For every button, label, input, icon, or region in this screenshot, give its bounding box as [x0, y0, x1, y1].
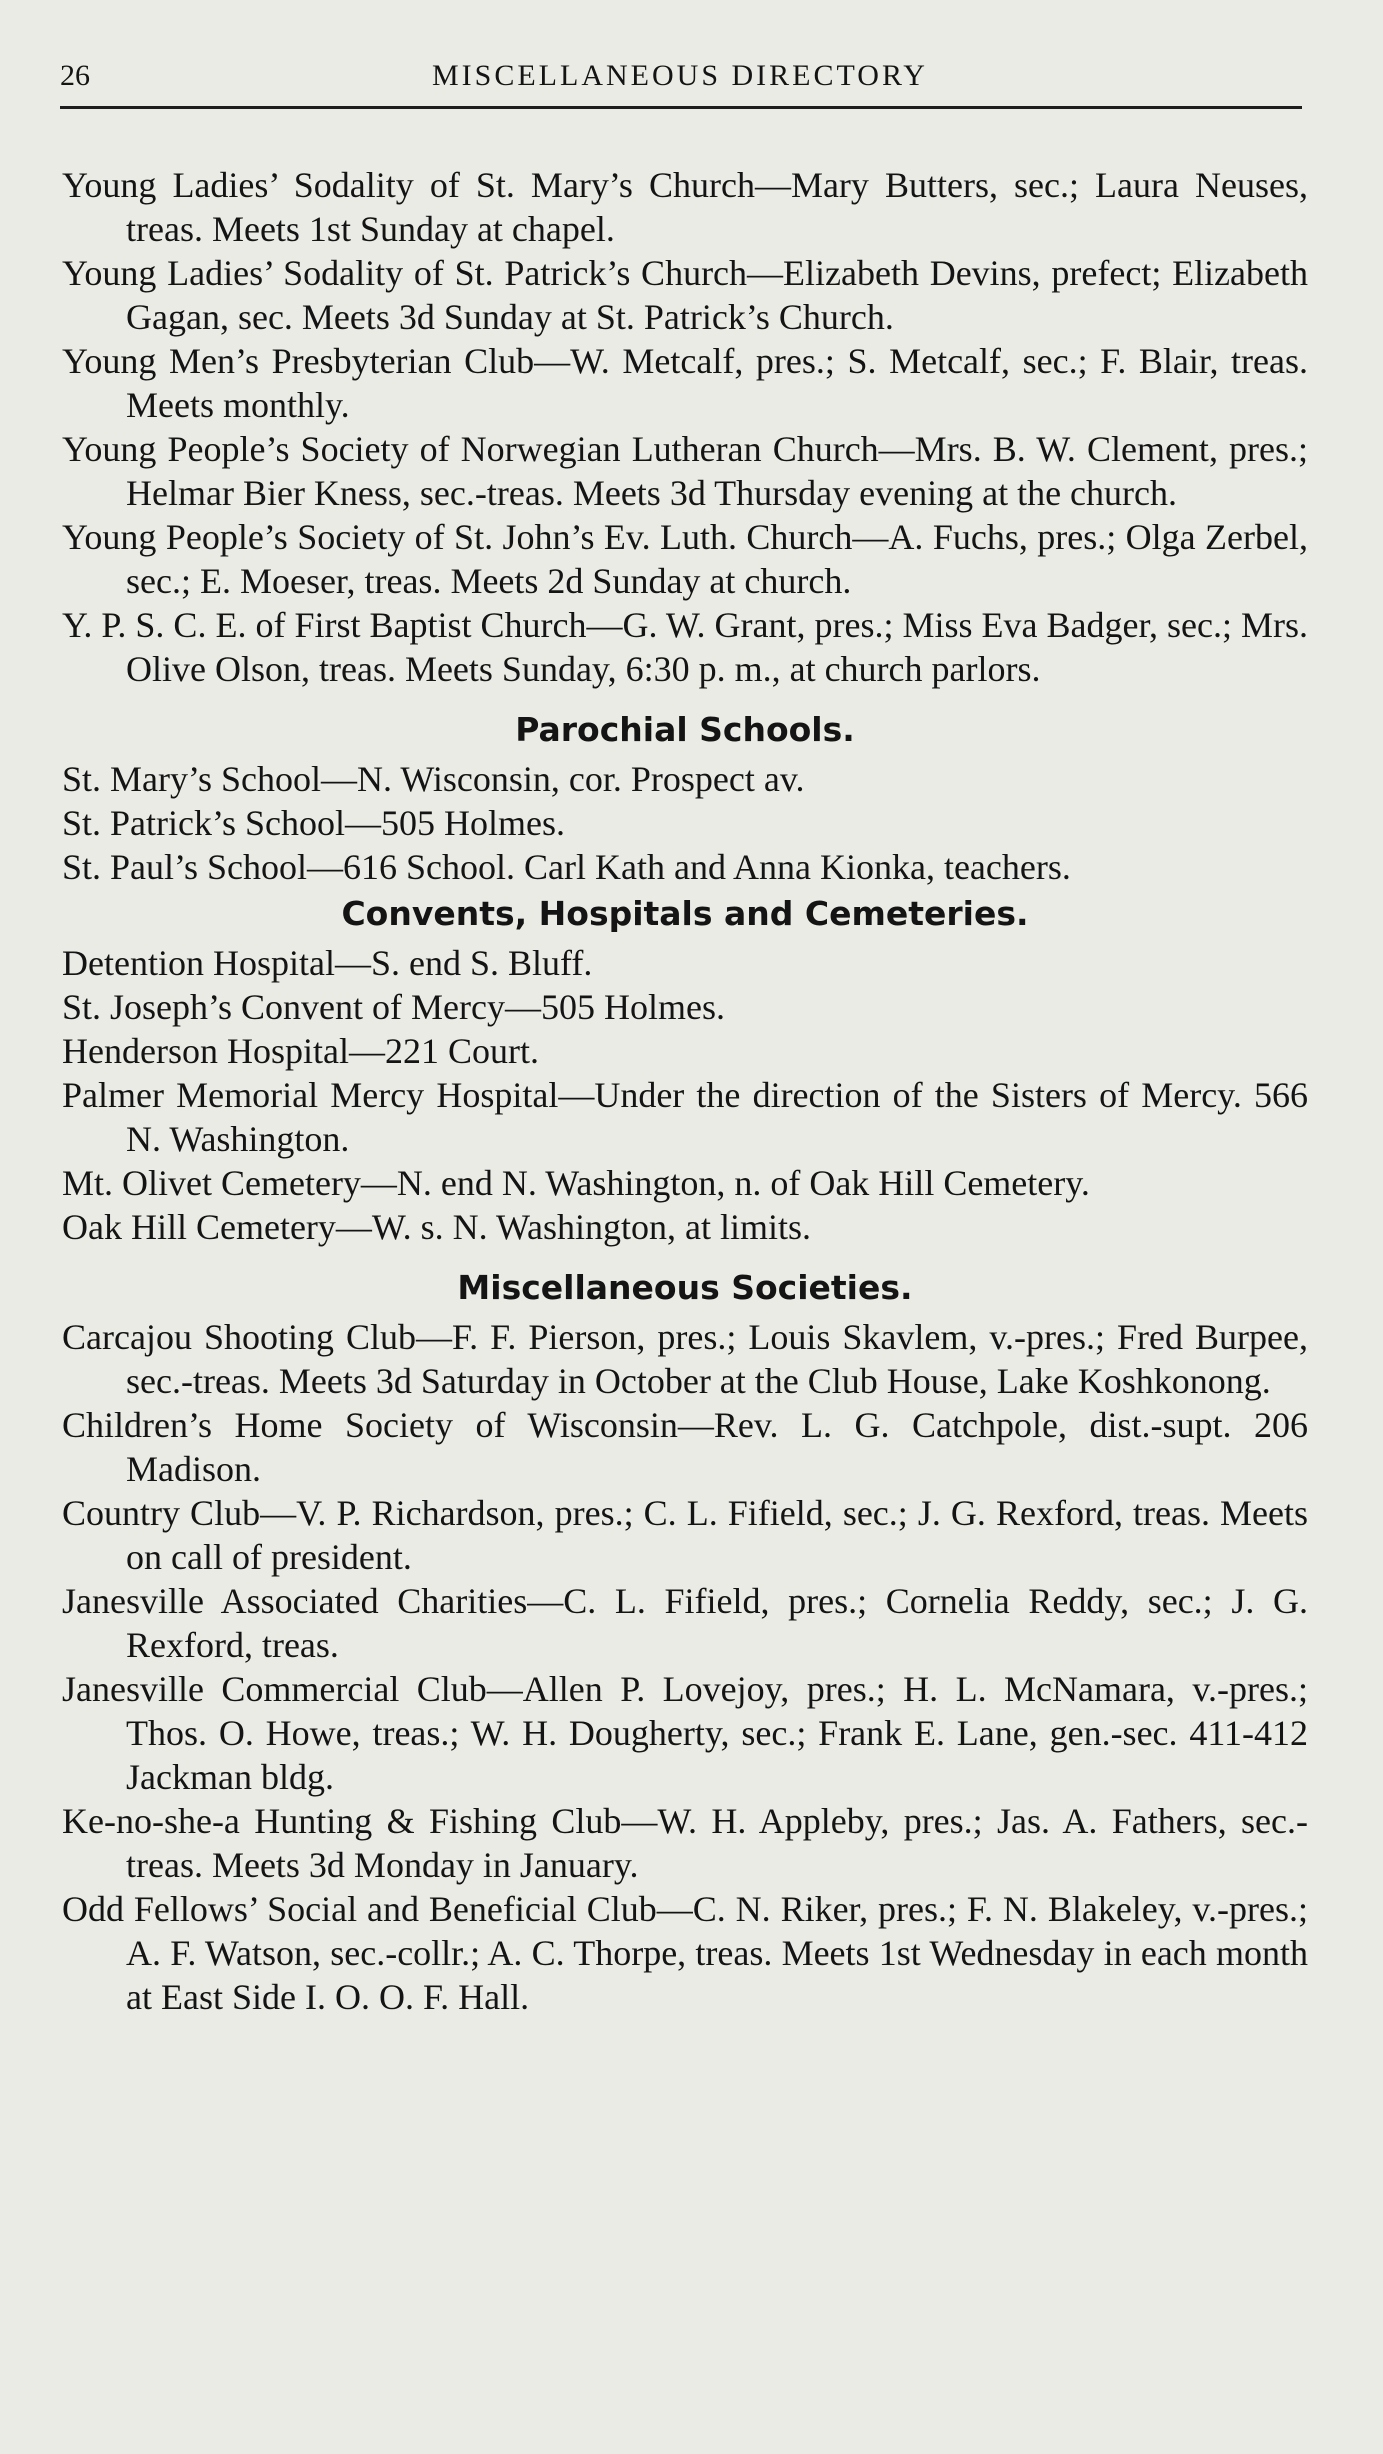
directory-entry: Oak Hill Cemetery—W. s. N. Washington, at limits.	[62, 1207, 812, 1247]
section-convents-hospitals-cemeteries	[62, 889, 1308, 1249]
directory-entry: Janesville Commercial Club—Allen P. Lovejoy, pres.; H. L. McNamara, v.-pres.; Thos. O. Howe, treas.; W. H. Dougherty, sec.; Frank E. Lane, gen.-sec. 411-412 Jackman bldg.	[62, 1669, 1308, 1797]
directory-entry: Country Club—V. P. Richardson, pres.; C. L. Fifield, sec.; J. G. Rexford, treas. Meets on call of president.	[62, 1493, 1308, 1577]
directory-entry: Young People’s Society of St. John’s Ev. Luth. Church—A. Fuchs, pres.; Olga Zerbel, sec.; E. Moeser, treas. Meets 2d Sunday at church.	[62, 517, 1308, 601]
directory-entry: St. Paul’s School—616 School. Carl Kath and Anna Kionka, teachers.	[62, 847, 1071, 887]
directory-entry: Y. P. S. C. E. of First Baptist Church—G. W. Grant, pres.; Miss Eva Badger, sec.; Mrs. Olive Olson, treas. Meets Sunday, 6:30 p. m., at church parlors.	[62, 605, 1308, 689]
section-parochial-schools	[62, 705, 1308, 889]
directory-entry: Young Ladies’ Sodality of St. Mary’s Church—Mary Butters, sec.; Laura Neuses, treas. Meets 1st Sunday at chapel.	[62, 165, 1308, 249]
directory-entry: Janesville Associated Charities—C. L. Fifield, pres.; Cornelia Reddy, sec.; J. G. Rexford, treas.	[62, 1581, 1308, 1665]
directory-entry: St. Mary’s School—N. Wisconsin, cor. Prospect av.	[62, 759, 805, 799]
directory-entry: Carcajou Shooting Club—F. F. Pierson, pres.; Louis Skavlem, v.-pres.; Fred Burpee, sec.-treas. Meets 3d Saturday in October at the Club House, Lake Koshkonong.	[62, 1317, 1308, 1401]
directory-content	[62, 163, 1308, 2019]
directory-entry: Young Men’s Presbyterian Club—W. Metcalf, pres.; S. Metcalf, sec.; F. Blair, treas. Meets monthly.	[62, 341, 1308, 425]
directory-entry: Odd Fellows’ Social and Beneficial Club—C. N. Riker, pres.; F. N. Blakeley, v.-pres.; A. F. Watson, sec.-collr.; A. C. Thorpe, treas. Meets 1st Wednesday in each month at East Side I. O. O. F. Hall.	[62, 1889, 1308, 2017]
page-number: 26	[60, 59, 90, 92]
directory-entry: Young Ladies’ Sodality of St. Patrick’s Church—Elizabeth Devins, prefect; Elizabeth Gagan, sec. Meets 3d Sunday at St. Patrick’s Church.	[62, 253, 1308, 337]
running-head	[60, 56, 1300, 96]
directory-entry: Palmer Memorial Mercy Hospital—Under the direction of the Sisters of Mercy. 566 N. Washington.	[62, 1075, 1308, 1159]
directory-entry: Ke-no-she-a Hunting & Fishing Club—W. H. Appleby, pres.; Jas. A. Fathers, sec.-treas. Meets 3d Monday in January.	[62, 1801, 1308, 1885]
section-heading: Parochial Schools.	[515, 710, 855, 749]
directory-entry: St. Joseph’s Convent of Mercy—505 Holmes.	[62, 987, 725, 1027]
section-heading: Miscellaneous Societies.	[457, 1268, 913, 1307]
section-miscellaneous-societies	[62, 1263, 1308, 2019]
header-rule	[60, 106, 1302, 109]
directory-entry: St. Patrick’s School—505 Holmes.	[62, 803, 565, 843]
section-heading: Convents, Hospitals and Cemeteries.	[341, 894, 1029, 933]
directory-entry: Henderson Hospital—221 Court.	[62, 1031, 539, 1071]
directory-entry: Mt. Olivet Cemetery—N. end N. Washington, n. of Oak Hill Cemetery.	[62, 1163, 1090, 1203]
directory-entry: Young People’s Society of Norwegian Lutheran Church—Mrs. B. W. Clement, pres.; Helmar Bier Kness, sec.-treas. Meets 3d Thursday evening at the church.	[62, 429, 1308, 513]
header-title: MISCELLANEOUS DIRECTORY	[432, 59, 928, 92]
directory-entry: Children’s Home Society of Wisconsin—Rev. L. G. Catchpole, dist.-supt. 206 Madison.	[62, 1405, 1308, 1489]
section-young-peoples-societies	[62, 163, 1308, 691]
directory-entry: Detention Hospital—S. end S. Bluff.	[62, 943, 593, 983]
